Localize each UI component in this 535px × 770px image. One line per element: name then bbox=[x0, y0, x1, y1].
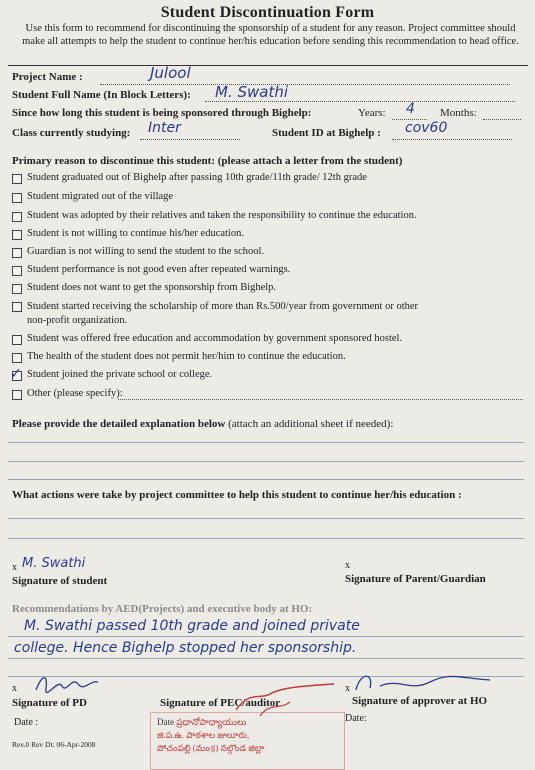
reason-option-other[interactable]: Other (please specify): bbox=[12, 388, 123, 400]
project-name-underline bbox=[100, 84, 510, 85]
explanation-line[interactable] bbox=[8, 442, 524, 443]
reason-option-migrated[interactable]: Student migrated out of the village bbox=[12, 191, 173, 203]
school-stamp: Date ప్రధానోపాధ్యాయులు జి.ప.ఉ. పాఠశాల జులూరు, పోచంపల్లి (మం॥) నల్గొండ జిల్లా bbox=[150, 712, 345, 770]
checkbox[interactable] bbox=[12, 212, 22, 222]
approver-signature-label: Signature of approver at HO bbox=[352, 695, 488, 707]
project-name-value[interactable]: Julool bbox=[150, 64, 191, 82]
check-mark-icon: ✓ bbox=[10, 366, 22, 382]
x-mark: x bbox=[345, 560, 350, 571]
reason-option-not-willing[interactable]: Student is not willing to continue his/her education. bbox=[12, 228, 244, 240]
actions-heading: What actions were take by project committee to help this student to continue her/his education : bbox=[12, 489, 462, 501]
checkbox[interactable] bbox=[12, 230, 22, 240]
approver-date-label: Date: bbox=[345, 713, 367, 724]
duration-label: Since how long this student is being sponsored through Bighelp: bbox=[12, 107, 312, 119]
class-underline bbox=[140, 139, 240, 140]
explanation-heading: Please provide the detailed explanation below (attach an additional sheet if needed): bbox=[12, 418, 394, 430]
reason-option-scholarship[interactable]: Student started receiving the scholarship of more than Rs.500/year from government or other non-profit organization. bbox=[12, 300, 418, 328]
x-mark: x bbox=[12, 683, 17, 694]
student-signature-value[interactable]: M. Swathi bbox=[22, 556, 86, 571]
form-title: Student Discontinuation Form bbox=[160, 4, 375, 21]
student-name-underline bbox=[205, 101, 515, 102]
recommendation-line-1[interactable]: M. Swathi passed 10th grade and joined private bbox=[24, 618, 360, 634]
x-mark: x bbox=[345, 683, 350, 694]
pd-signature-scribble bbox=[32, 670, 102, 696]
other-underline bbox=[118, 399, 523, 400]
checkbox[interactable] bbox=[12, 284, 22, 294]
checkbox-checked[interactable] bbox=[10, 366, 22, 382]
reason-option-private-school[interactable]: ✓ Student joined the private school or college. bbox=[10, 366, 213, 382]
pec-signature-scribble bbox=[230, 680, 340, 720]
actions-line[interactable] bbox=[8, 538, 524, 539]
class-value[interactable]: Inter bbox=[148, 120, 181, 136]
reason-option-adopted[interactable]: Student was adopted by their relatives and taken the responsibility to continue the education. bbox=[12, 210, 417, 222]
checkbox[interactable] bbox=[12, 266, 22, 276]
pd-date-label: Date : bbox=[14, 717, 39, 728]
student-name-label: Student Full Name (In Block Letters): bbox=[12, 89, 191, 101]
years-label: Years: bbox=[358, 107, 386, 119]
reason-option-no-sponsorship[interactable]: Student does not want to get the sponsorship from Bighelp. bbox=[12, 282, 276, 294]
years-value[interactable]: 4 bbox=[406, 101, 415, 117]
reason-option-health[interactable]: The health of the student does not permit her/him to continue the education. bbox=[12, 351, 346, 363]
approver-signature-scribble bbox=[350, 668, 500, 698]
student-id-underline bbox=[392, 139, 512, 140]
reason-option-performance[interactable]: Student performance is not good even after repeated warnings. bbox=[12, 264, 290, 276]
reason-option-hostel[interactable]: Student was offered free education and accommodation by government sponsored hostel. bbox=[12, 333, 402, 345]
checkbox[interactable] bbox=[12, 302, 22, 312]
reason-option-graduated[interactable]: Student graduated out of Bighelp after passing 10th grade/11th grade/ 12th grade bbox=[12, 172, 367, 184]
recommendations-heading: Recommendations by AED(Projects) and executive body at HO: bbox=[12, 603, 313, 615]
months-label: Months: bbox=[440, 107, 477, 119]
class-label: Class currently studying: bbox=[12, 127, 131, 139]
checkbox[interactable] bbox=[12, 248, 22, 258]
checkbox[interactable] bbox=[12, 174, 22, 184]
checkbox[interactable] bbox=[12, 353, 22, 363]
reasons-heading: Primary reason to discontinue this student: (please attach a letter from the student) bbox=[12, 155, 403, 167]
parent-signature-label: Signature of Parent/Guardian bbox=[345, 573, 486, 585]
months-underline bbox=[483, 119, 521, 120]
explanation-line[interactable] bbox=[8, 461, 524, 462]
recommendation-line-2[interactable]: college. Hence Bighelp stopped her sponsorship. bbox=[14, 640, 357, 656]
revision-note: Rev.0 Rev Dt: 06-Apr-2008 bbox=[12, 740, 96, 749]
pd-signature-label: Signature of PD bbox=[12, 697, 87, 709]
project-name-label: Project Name : bbox=[12, 71, 83, 83]
form-intro: Use this form to recommend for discontinuing the sponsorship of a student for any reason. Project committee should make all attempts to help the student to continue her/his education before sending this recommendation to head office. bbox=[22, 23, 519, 47]
actions-line[interactable] bbox=[8, 518, 524, 519]
student-id-value[interactable]: cov60 bbox=[405, 120, 448, 136]
explanation-line[interactable] bbox=[8, 479, 524, 480]
checkbox[interactable] bbox=[12, 335, 22, 345]
pec-signature-label: Signature of PEC/auditor bbox=[160, 697, 281, 709]
student-name-value[interactable]: M. Swathi bbox=[215, 83, 289, 101]
student-signature-label: Signature of student bbox=[12, 575, 108, 587]
recommendations-line[interactable] bbox=[8, 658, 524, 659]
divider bbox=[8, 65, 528, 66]
checkbox[interactable] bbox=[12, 193, 22, 203]
reason-option-guardian[interactable]: Guardian is not willing to send the student to the school. bbox=[12, 246, 264, 258]
checkbox[interactable] bbox=[12, 390, 22, 400]
student-id-label: Student ID at Bighelp : bbox=[272, 127, 381, 139]
recommendations-line[interactable] bbox=[8, 636, 524, 637]
x-mark: x bbox=[12, 562, 17, 573]
